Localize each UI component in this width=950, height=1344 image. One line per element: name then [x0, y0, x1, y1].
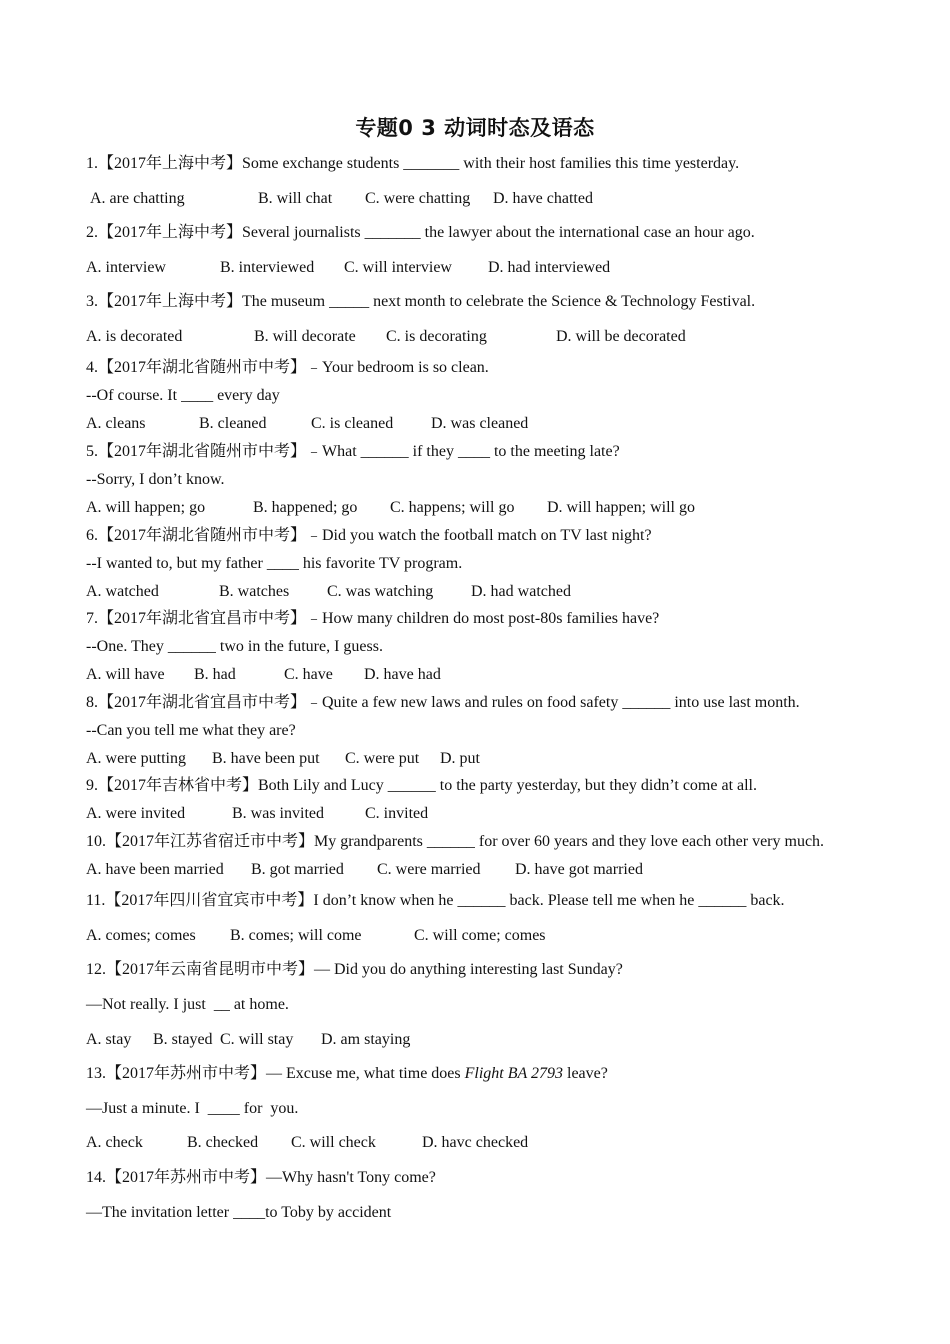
- q11-option-c: C. will come; comes: [414, 927, 546, 944]
- q11-option-a: A. comes; comes: [86, 927, 196, 944]
- q7-option-b: B. had: [194, 666, 236, 683]
- question-14-dialog: —The invitation letter ____to Toby by accident: [86, 1204, 392, 1221]
- q13-flight-number: Flight BA 2793: [464, 1065, 563, 1082]
- q4-option-d: D. was cleaned: [431, 415, 529, 432]
- q1-option-c: C. were chatting: [365, 190, 471, 207]
- q6-option-b: B. watches: [219, 583, 290, 600]
- q2-option-d: D. had interviewed: [488, 259, 611, 276]
- q2-option-a: A. interview: [86, 259, 166, 276]
- question-12-dialog: —Not really. I just __ at home.: [86, 996, 289, 1013]
- question-4-stem: 4.【2017年湖北省随州市中考】﹣Your bedroom is so clean.: [86, 359, 489, 376]
- q6-option-d: D. had watched: [471, 583, 571, 600]
- q5-option-a: A. will happen; go: [86, 499, 206, 516]
- q4-option-c: C. is cleaned: [311, 415, 394, 432]
- question-13-stem: [86, 1064, 608, 1084]
- question-8-dialog: --Can you tell me what they are?: [86, 722, 296, 739]
- q12-option-a: A. stay: [86, 1031, 132, 1048]
- question-6-stem: 6.【2017年湖北省随州市中考】﹣Did you watch the football match on TV last night?: [86, 527, 652, 544]
- q8-option-c: C. were put: [345, 750, 420, 767]
- question-6-dialog: --I wanted to, but my father ____ his favorite TV program.: [86, 555, 463, 572]
- q3-option-c: C. is decorating: [386, 328, 487, 345]
- q8-option-a: A. were putting: [86, 750, 186, 767]
- q12-option-d: D. am staying: [321, 1031, 411, 1048]
- question-13-dialog: —Just a minute. I ____ for you.: [86, 1100, 299, 1117]
- q13-option-c: C. will check: [291, 1134, 376, 1151]
- question-9-stem: 9.【2017年吉林省中考】Both Lily and Lucy ______ to the party yesterday, but they didn’t come at all.: [86, 777, 758, 794]
- q6-option-a: A. watched: [86, 583, 159, 600]
- question-4-dialog: --Of course. It ____ every day: [86, 387, 280, 404]
- question-12-stem: 12.【2017年云南省昆明市中考】— Did you do anything interesting last Sunday?: [86, 961, 623, 978]
- q13-option-d: D. havc checked: [422, 1134, 529, 1151]
- question-10-stem: 10.【2017年江苏省宿迁市中考】My grandparents ______ for over 60 years and they love each other very much.: [86, 833, 825, 850]
- q5-option-b: B. happened; go: [253, 499, 358, 516]
- question-7-dialog: --One. They ______ two in the future, I guess.: [86, 638, 383, 655]
- q7-option-d: D. have had: [364, 666, 441, 683]
- q10-option-b: B. got married: [251, 861, 344, 878]
- q10-option-d: D. have got married: [515, 861, 643, 878]
- question-1-stem: 1.【2017年上海中考】Some exchange students _______ with their host families this time yesterday.: [86, 155, 740, 172]
- q13-stem-start: 13.【2017年苏州市中考】— Excuse me, what time does: [86, 1065, 465, 1082]
- q4-option-b: B. cleaned: [199, 415, 267, 432]
- q12-option-b: B. stayed: [153, 1031, 213, 1048]
- q3-option-a: A. is decorated: [86, 328, 183, 345]
- q12-option-c: C. will stay: [220, 1031, 294, 1048]
- q6-option-c: C. was watching: [327, 583, 434, 600]
- q7-option-a: A. will have: [86, 666, 165, 683]
- q9-option-b: B. was invited: [232, 805, 324, 822]
- q9-option-c: C. invited: [365, 805, 429, 822]
- q1-option-d: D. have chatted: [493, 190, 593, 207]
- q3-option-d: D. will be decorated: [556, 328, 686, 345]
- q8-option-b: B. have been put: [212, 750, 320, 767]
- question-7-stem: 7.【2017年湖北省宜昌市中考】﹣How many children do most post-80s families have?: [86, 610, 660, 627]
- q9-option-a: A. were invited: [86, 805, 186, 822]
- q13-option-b: B. checked: [187, 1134, 259, 1151]
- q10-option-a: A. have been married: [86, 861, 224, 878]
- question-5-dialog: --Sorry, I don’t know.: [86, 471, 225, 488]
- q13-stem-end: leave?: [563, 1065, 608, 1082]
- q10-option-c: C. were married: [377, 861, 481, 878]
- q2-option-b: B. interviewed: [220, 259, 315, 276]
- question-11-stem: 11.【2017年四川省宜宾市中考】I don’t know when he ______ back. Please tell me when he ______ back.: [86, 892, 785, 909]
- q13-option-a: A. check: [86, 1134, 143, 1151]
- q1-option-a: A. are chatting: [90, 190, 185, 207]
- question-2-stem: 2.【2017年上海中考】Several journalists _______ the lawyer about the international case an hour ago.: [86, 224, 755, 241]
- q5-option-d: D. will happen; will go: [547, 499, 695, 516]
- question-14-stem: 14.【2017年苏州市中考】—Why hasn't Tony come?: [86, 1169, 436, 1186]
- q3-option-b: B. will decorate: [254, 328, 356, 345]
- q2-option-c: C. will interview: [344, 259, 452, 276]
- q8-option-d: D. put: [440, 750, 480, 767]
- q4-option-a: A. cleans: [86, 415, 146, 432]
- question-8-stem: 8.【2017年湖北省宜昌市中考】﹣Quite a few new laws and rules on food safety ______ into use last month.: [86, 694, 800, 711]
- question-5-stem: 5.【2017年湖北省随州市中考】﹣What ______ if they ____ to the meeting late?: [86, 443, 620, 460]
- q5-option-c: C. happens; will go: [390, 499, 515, 516]
- q1-option-b: B. will chat: [258, 190, 333, 207]
- q11-option-b: B. comes; will come: [230, 927, 362, 944]
- q7-option-c: C. have: [284, 666, 333, 683]
- page-title: 专题0 3 动词时态及语态: [355, 116, 595, 140]
- question-3-stem: 3.【2017年上海中考】The museum _____ next month to celebrate the Science & Technology Festival.: [86, 293, 756, 310]
